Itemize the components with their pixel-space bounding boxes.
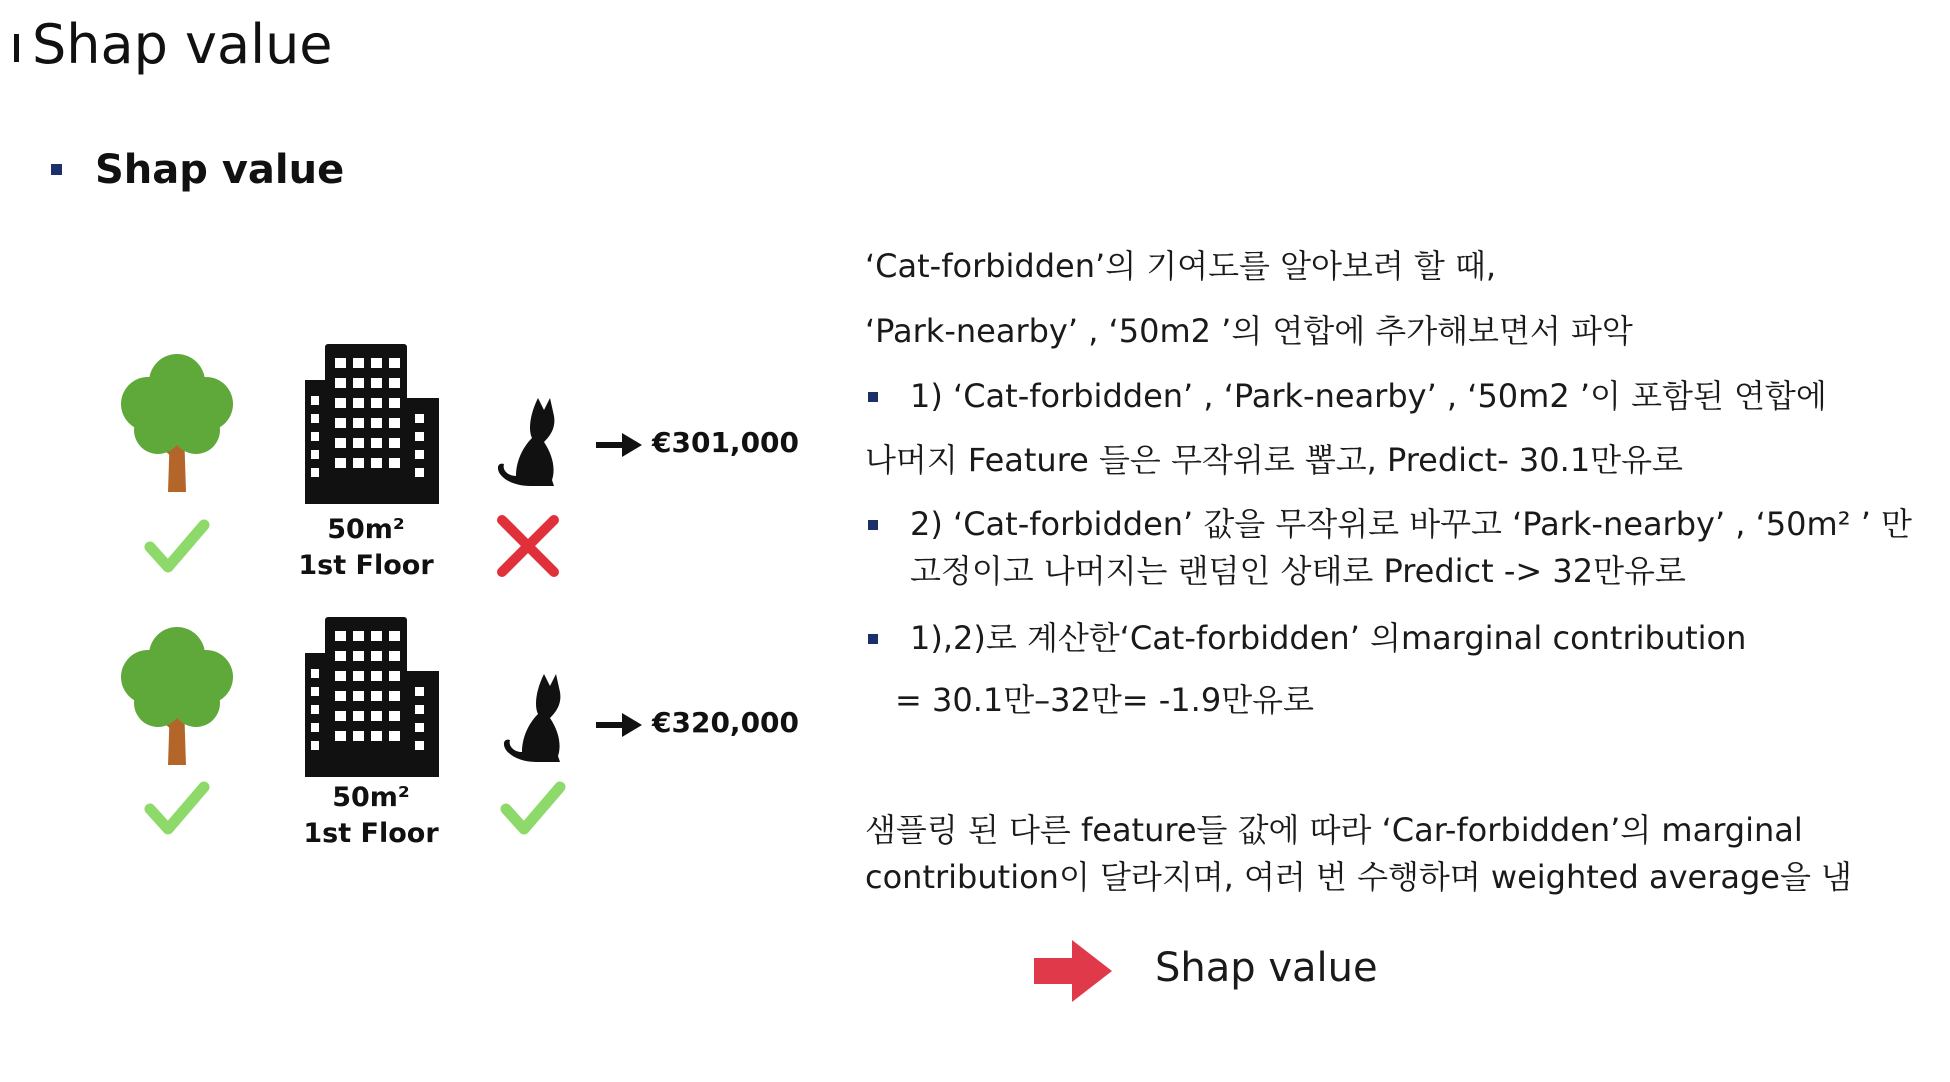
title-accent-bar <box>14 34 19 62</box>
bullet-icon <box>868 634 878 644</box>
price-label: €301,000 <box>652 426 800 459</box>
section-bullet-icon <box>51 164 62 175</box>
arrow-right-icon <box>594 430 644 460</box>
step3-line-1: 1),2)로 계산한‘Cat-forbidden’ 의marginal contribution <box>910 619 1747 657</box>
section-title: Shap value <box>95 147 345 193</box>
cat-icon <box>498 670 570 766</box>
tree-icon <box>112 352 242 500</box>
cat-icon <box>492 394 564 490</box>
cross-icon <box>492 510 564 582</box>
tree-icon <box>112 625 242 773</box>
intro-line-1: ‘Cat-forbidden’의 기여도를 알아보려 할 때, <box>865 247 1497 285</box>
example-figure <box>100 330 820 860</box>
bullet-icon <box>868 392 878 402</box>
check-icon <box>142 515 212 577</box>
step1-line-1: 1) ‘Cat-forbidden’ , ‘Park-nearby’ , ‘50m2 ’이 포함된 연합에 <box>910 377 1827 415</box>
price-label: €320,000 <box>652 706 800 739</box>
page-title: Shap value <box>32 13 333 76</box>
summary-line-1: 샘플링 된 다른 feature들 값에 따라 ‘Car-forbidden’의 marginal <box>865 811 1803 849</box>
summary-line-2: contribution이 달라지며, 여러 번 수행하며 weighted average을 냄 <box>865 858 1852 896</box>
building-icon <box>295 342 445 507</box>
step2-line-1: 2) ‘Cat-forbidden’ 값을 무작위로 바꾸고 ‘Park-nearby’ , ‘50m² ’ 만 <box>910 505 1912 543</box>
floor-label: 1st Floor <box>298 550 434 581</box>
intro-line-2: ‘Park-nearby’ , ‘50m2 ’의 연합에 추가해보면서 파악 <box>865 312 1633 350</box>
building-icon <box>295 615 445 780</box>
bullet-icon <box>868 520 878 530</box>
step3-line-2: = 30.1만–32만= -1.9만유로 <box>895 681 1314 719</box>
check-icon <box>498 777 568 839</box>
step2-line-2: 고정이고 나머지는 랜덤인 상태로 Predict -> 32만유로 <box>910 552 1686 590</box>
area-label: 50m² <box>332 782 410 813</box>
conclusion-label: Shap value <box>1155 945 1378 991</box>
area-label: 50m² <box>327 514 405 545</box>
check-icon <box>142 777 212 839</box>
step1-line-2: 나머지 Feature 들은 무작위로 뽑고, Predict- 30.1만유로 <box>865 441 1683 479</box>
arrow-right-icon <box>1032 938 1114 1004</box>
floor-label: 1st Floor <box>303 818 439 849</box>
arrow-right-icon <box>594 710 644 740</box>
